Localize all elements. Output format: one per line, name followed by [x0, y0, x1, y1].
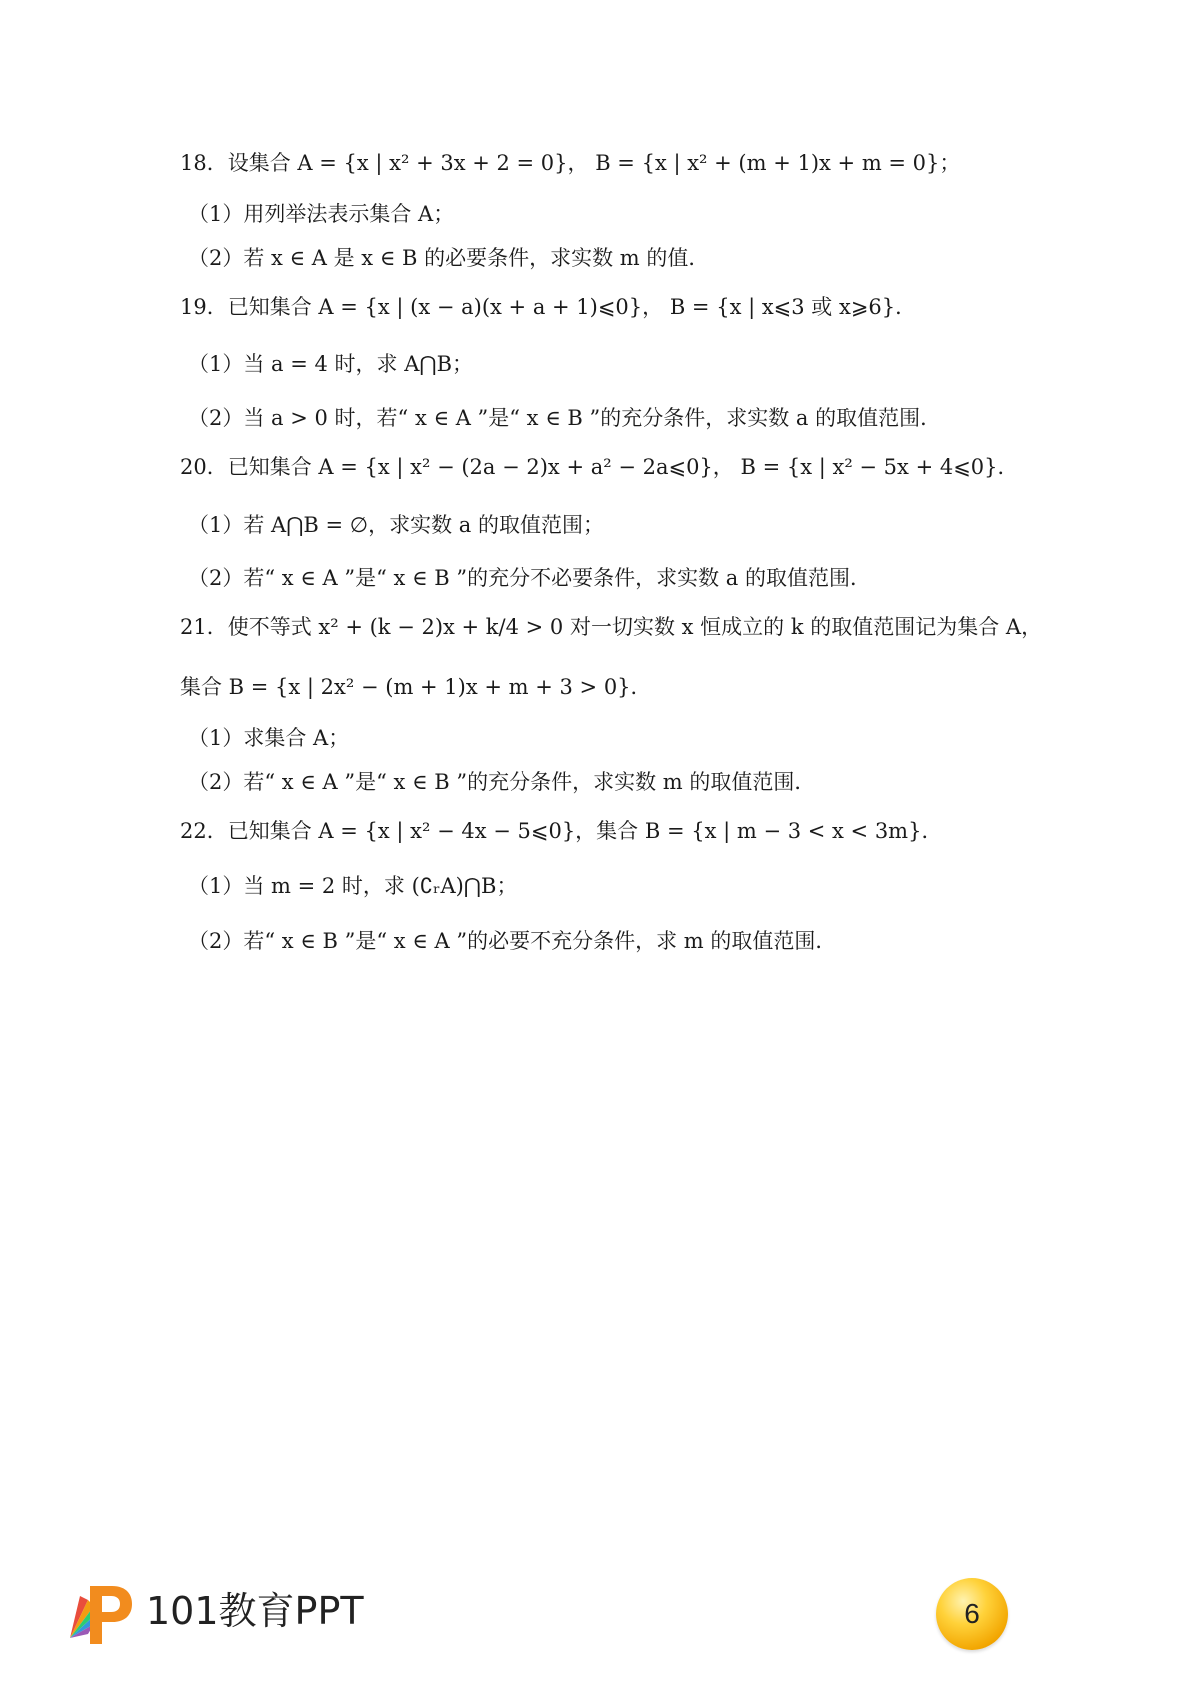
question-22-part-2: （2）若“ x ∈ B ”是“ x ∈ A ”的必要不充分条件，求 m 的取值范围． [188, 929, 837, 953]
question-20-part-1: （1）若 A⋂B = ∅，求实数 a 的取值范围； [188, 513, 604, 537]
question-20-stem: 20．已知集合 A = {x | x² − (2a − 2)x + a² − 2a⩽0}， B = {x | x² − 5x + 4⩽0}． [180, 455, 1019, 479]
question-20-part-2: （2）若“ x ∈ A ”是“ x ∈ B ”的充分不必要条件，求实数 a 的取值范围． [188, 566, 871, 590]
page-number: 6 [964, 1598, 980, 1629]
question-22-part-1: （1）当 m = 2 时，求 (∁ᵣA)⋂B； [188, 874, 518, 898]
question-21-part-1: （1）求集合 A； [188, 726, 350, 750]
question-19-stem: 19．已知集合 A = {x | (x − a)(x + a + 1)⩽0}， B = {x | x⩽3 或 x⩾6}． [180, 295, 917, 319]
question-18-part-2: （2）若 x ∈ A 是 x ∈ B 的必要条件，求实数 m 的值． [188, 246, 710, 270]
brand-name: 101教育PPT [146, 1589, 364, 1633]
101-edu-ppt-logo-icon [60, 1578, 140, 1650]
question-21-stem: 21．使不等式 x² + (k − 2)x + k/4 > 0 对一切实数 x 恒成立的 k 的取值范围记为集合 A， [180, 615, 1043, 639]
question-21-part-2: （2）若“ x ∈ A ”是“ x ∈ B ”的充分条件，求实数 m 的取值范围． [188, 770, 816, 794]
question-19-part-1: （1）当 a = 4 时，求 A⋂B； [188, 352, 474, 376]
page-number-badge [936, 1578, 1008, 1650]
question-19-part-2: （2）当 a > 0 时，若“ x ∈ A ”是“ x ∈ B ”的充分条件，求实数 a 的取值范围． [188, 406, 942, 430]
question-22-stem: 22．已知集合 A = {x | x² − 4x − 5⩽0}，集合 B = {x | m − 3 < x < 3m}． [180, 819, 943, 843]
question-18-stem: 18．设集合 A = {x | x² + 3x + 2 = 0}， B = {x | x² + (m + 1)x + m = 0}； [180, 151, 961, 175]
question-21-stem-continued: 集合 B = {x | 2x² − (m + 1)x + m + 3 > 0}． [180, 675, 652, 699]
question-18-part-1: （1）用列举法表示集合 A； [188, 202, 455, 226]
